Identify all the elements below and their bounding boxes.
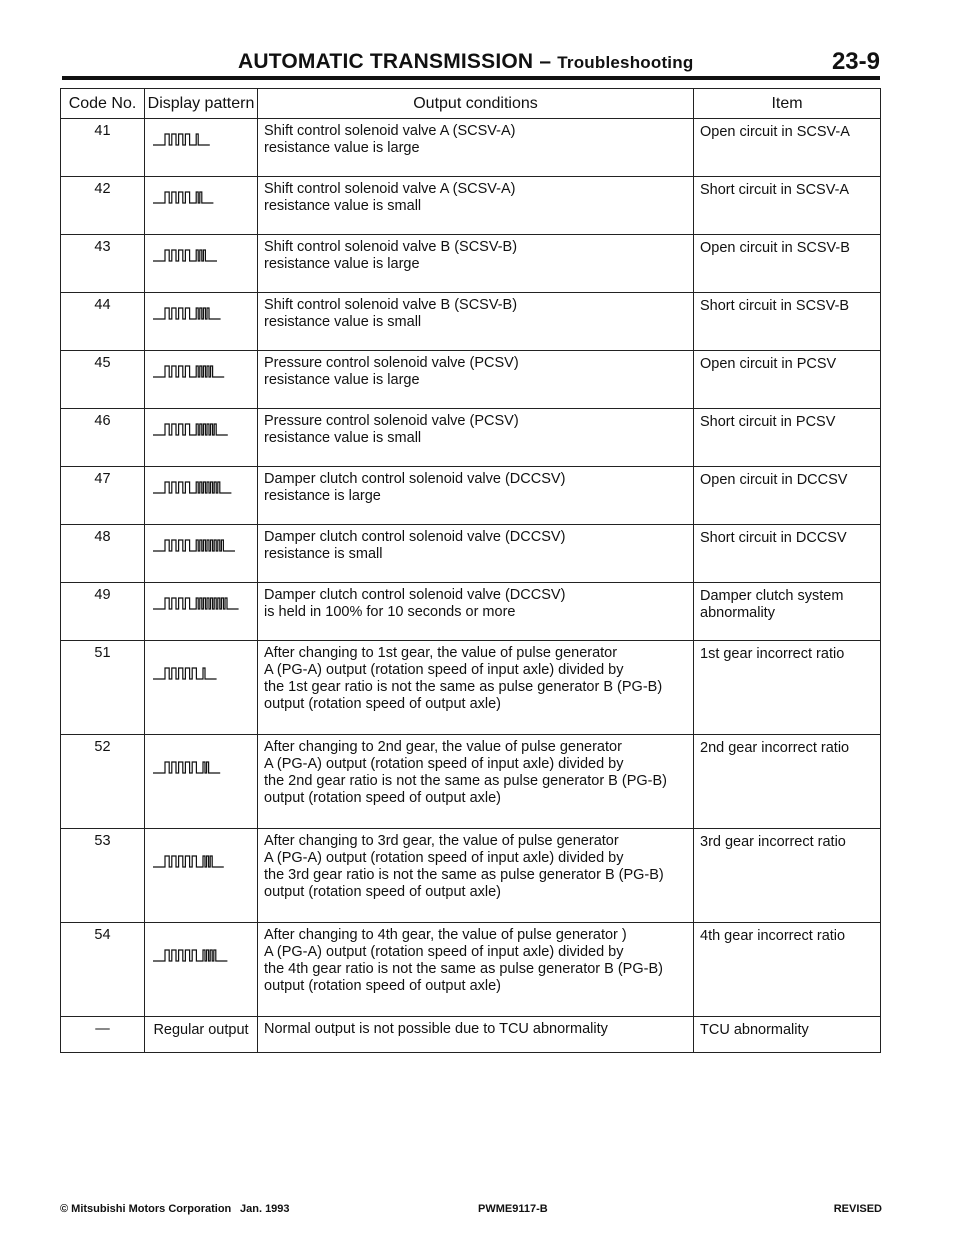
item-cell (694, 177, 881, 235)
title-sub: Troubleshooting (557, 53, 694, 72)
pulse-pattern-icon (151, 853, 251, 869)
page-footer (60, 1203, 882, 1223)
pulse-pattern-icon (151, 189, 251, 205)
output-line: Damper clutch control solenoid valve (DCCSV) (264, 471, 566, 487)
code-cell: 42 (61, 177, 145, 235)
column-header-item: Item (694, 89, 881, 119)
item-line: Open circuit in SCSV-B (700, 240, 850, 256)
footer-status: REVISED (833, 1203, 882, 1215)
output-line: After changing to 3rd gear, the value of pulse generator (264, 833, 619, 849)
item-cell (694, 409, 881, 467)
output-line: the 2nd gear ratio is not the same as pulse generator B (PG-B) (264, 773, 667, 789)
output-line: resistance is large (264, 488, 381, 504)
item-line: Short circuit in DCCSV (700, 530, 847, 546)
table-row (61, 829, 881, 923)
output-line: After changing to 1st gear, the value of pulse generator (264, 645, 618, 661)
output-line: Pressure control solenoid valve (PCSV) (264, 355, 519, 371)
output-line: resistance value is small (264, 430, 422, 446)
output-cell (258, 177, 694, 235)
item-cell (694, 829, 881, 923)
table-body (61, 119, 881, 1017)
output-line: output (rotation speed of output axle) (264, 790, 501, 806)
output-line: the 4th gear ratio is not the same as pulse generator B (PG-B) (264, 961, 663, 977)
page-number: 23-9 (831, 48, 880, 75)
item-cell (694, 235, 881, 293)
pulse-pattern-icon (151, 759, 251, 775)
item-line: 3rd gear incorrect ratio (700, 834, 846, 850)
item-line: Open circuit in SCSV-A (700, 124, 850, 140)
pattern-cell (145, 641, 258, 735)
output-line: output (rotation speed of output axle) (264, 978, 501, 994)
output-line: A (PG-A) output (rotation speed of input axle) divided by (264, 850, 624, 866)
pattern-cell (145, 177, 258, 235)
table-row (61, 177, 881, 235)
item-line: Open circuit in DCCSV (700, 472, 848, 488)
pulse-pattern-icon (151, 421, 251, 437)
item-line: Short circuit in SCSV-B (700, 298, 850, 314)
pulse-pattern-icon (151, 595, 251, 611)
output-cell (258, 235, 694, 293)
item-line: Damper clutch system (700, 588, 844, 604)
pulse-pattern-icon (151, 305, 251, 321)
output-cell (258, 829, 694, 923)
table-row (61, 351, 881, 409)
output-line: resistance value is large (264, 140, 420, 156)
diagnostic-code-table (60, 88, 881, 1053)
code-cell: 46 (61, 409, 145, 467)
output-line: the 1st gear ratio is not the same as pulse generator B (PG-B) (264, 679, 663, 695)
code-cell: 53 (61, 829, 145, 923)
pulse-pattern-icon (151, 247, 251, 263)
pattern-cell (145, 829, 258, 923)
code-cell: 47 (61, 467, 145, 525)
code-cell: 41 (61, 119, 145, 177)
item-line: Open circuit in PCSV (700, 356, 837, 372)
column-header-code: Code No. (61, 89, 145, 119)
output-cell (258, 525, 694, 583)
output-line: Shift control solenoid valve A (SCSV-A) (264, 181, 516, 197)
item-cell (694, 293, 881, 351)
output-cell (258, 735, 694, 829)
item-line: 4th gear incorrect ratio (700, 928, 846, 944)
table-header-row (61, 89, 881, 119)
code-cell: 54 (61, 923, 145, 1017)
output-line: Shift control solenoid valve B (SCSV-B) (264, 297, 518, 313)
output-line: After changing to 4th gear, the value of pulse generator ) (264, 927, 627, 943)
output-line: output (rotation speed of output axle) (264, 884, 501, 900)
code-cell: 49 (61, 583, 145, 641)
pulse-pattern-icon (151, 537, 251, 553)
output-line: resistance value is small (264, 198, 422, 214)
pulse-pattern-icon (151, 947, 251, 963)
pattern-cell (145, 923, 258, 1017)
code-cell: — (61, 1017, 145, 1053)
item-line: Short circuit in PCSV (700, 414, 836, 430)
output-line: output (rotation speed of output axle) (264, 696, 501, 712)
item-cell (694, 525, 881, 583)
item-cell (694, 351, 881, 409)
pulse-pattern-icon (151, 665, 251, 681)
table-row (61, 235, 881, 293)
output-line: resistance value is large (264, 256, 420, 272)
output-cell (258, 351, 694, 409)
output-cell: Normal output is not possible due to TCU abnormality (258, 1017, 694, 1053)
output-cell (258, 583, 694, 641)
item-line: 2nd gear incorrect ratio (700, 740, 850, 756)
output-cell (258, 409, 694, 467)
output-line: A (PG-A) output (rotation speed of input axle) divided by (264, 756, 624, 772)
pattern-cell (145, 293, 258, 351)
table-row (61, 923, 881, 1017)
output-line: A (PG-A) output (rotation speed of input axle) divided by (264, 944, 624, 960)
footer-doc-code: PWME9117-B (478, 1203, 548, 1215)
output-line: A (PG-A) output (rotation speed of input axle) divided by (264, 662, 624, 678)
code-cell: 51 (61, 641, 145, 735)
pattern-cell (145, 583, 258, 641)
code-cell: 44 (61, 293, 145, 351)
item-cell (694, 119, 881, 177)
table-row (61, 525, 881, 583)
code-cell: 43 (61, 235, 145, 293)
pattern-cell (145, 235, 258, 293)
item-cell (694, 923, 881, 1017)
output-line: Damper clutch control solenoid valve (DCCSV) (264, 529, 566, 545)
item-cell: TCU abnormality (694, 1017, 881, 1053)
output-cell (258, 293, 694, 351)
output-line: Shift control solenoid valve A (SCSV-A) (264, 123, 516, 139)
code-cell: 52 (61, 735, 145, 829)
item-cell (694, 467, 881, 525)
footer-copyright: © Mitsubishi Motors Corporation (60, 1203, 232, 1215)
output-line: Shift control solenoid valve B (SCSV-B) (264, 239, 518, 255)
title-main: AUTOMATIC TRANSMISSION – (238, 50, 552, 73)
output-line: is held in 100% for 10 seconds or more (264, 604, 516, 620)
item-cell (694, 735, 881, 829)
output-line: resistance value is small (264, 314, 422, 330)
pattern-cell: Regular output (145, 1017, 258, 1053)
pattern-cell (145, 525, 258, 583)
pattern-cell (145, 119, 258, 177)
table-row (61, 293, 881, 351)
table-row (61, 735, 881, 829)
header-rule (62, 76, 880, 80)
item-line: 1st gear incorrect ratio (700, 646, 845, 662)
pattern-cell (145, 351, 258, 409)
output-line: resistance is small (264, 546, 383, 562)
item-line: abnormality (700, 605, 775, 621)
pattern-cell (145, 467, 258, 525)
output-line: Damper clutch control solenoid valve (DCCSV) (264, 587, 566, 603)
code-cell: 48 (61, 525, 145, 583)
output-line: the 3rd gear ratio is not the same as pulse generator B (PG-B) (264, 867, 664, 883)
page-title (238, 50, 693, 74)
output-cell (258, 467, 694, 525)
page-header (62, 48, 880, 78)
pattern-cell (145, 409, 258, 467)
footer-date: Jan. 1993 (240, 1203, 290, 1215)
output-cell (258, 641, 694, 735)
pattern-cell (145, 735, 258, 829)
output-line: Pressure control solenoid valve (PCSV) (264, 413, 519, 429)
table-row (61, 641, 881, 735)
pulse-pattern-icon (151, 363, 251, 379)
output-line: After changing to 2nd gear, the value of pulse generator (264, 739, 622, 755)
table-row (61, 583, 881, 641)
table-row (61, 119, 881, 177)
code-cell: 45 (61, 351, 145, 409)
item-line: Short circuit in SCSV-A (700, 182, 850, 198)
table-row (61, 467, 881, 525)
column-header-pattern: Display pattern (145, 89, 258, 119)
output-line: resistance value is large (264, 372, 420, 388)
item-cell (694, 641, 881, 735)
output-cell (258, 119, 694, 177)
column-header-output: Output conditions (258, 89, 694, 119)
table-row (61, 1017, 881, 1053)
pulse-pattern-icon (151, 479, 251, 495)
table-row (61, 409, 881, 467)
item-cell (694, 583, 881, 641)
pulse-pattern-icon (151, 131, 251, 147)
output-cell (258, 923, 694, 1017)
